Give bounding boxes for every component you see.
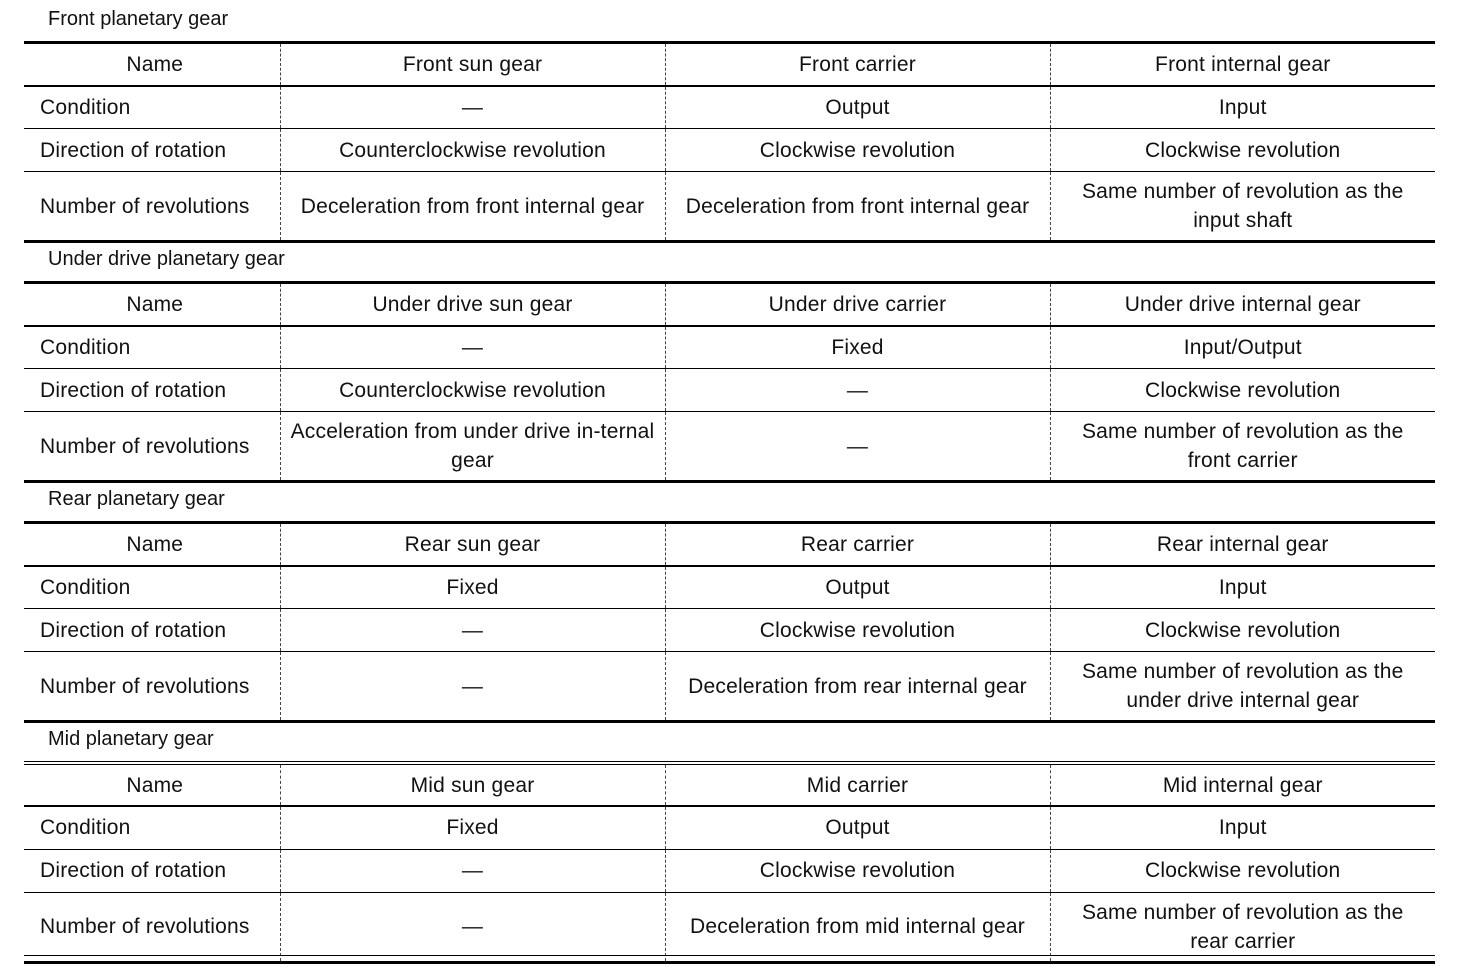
cell-carrier: Clockwise revolution [665, 129, 1050, 172]
row-label-name: Name [24, 283, 280, 326]
table-row-name [24, 763, 1435, 806]
table-row-number [24, 892, 1435, 962]
gear-table [24, 281, 1435, 483]
row-label-direction: Direction of rotation [24, 609, 280, 652]
cell-carrier: Deceleration from front internal gear [665, 172, 1050, 242]
cell-sun-gear: — [280, 849, 665, 892]
section-title: Mid planetary gear [48, 728, 214, 750]
cell-sun-gear: Under drive sun gear [280, 283, 665, 326]
cell-carrier: Fixed [665, 326, 1050, 369]
row-label-direction: Direction of rotation [24, 369, 280, 412]
row-label-condition: Condition [24, 326, 280, 369]
cell-carrier: Output [665, 806, 1050, 849]
table-row-direction [24, 369, 1435, 412]
cell-sun-gear: — [280, 609, 665, 652]
cell-carrier: Clockwise revolution [665, 849, 1050, 892]
table-row-condition [24, 566, 1435, 609]
table-row-number [24, 172, 1435, 242]
cell-sun-gear: Mid sun gear [280, 763, 665, 806]
cell-internal-gear: Clockwise revolution [1050, 609, 1435, 652]
cell-internal-gear: Clockwise revolution [1050, 129, 1435, 172]
cell-internal-gear: Same number of revolution as the input shaft [1050, 172, 1435, 242]
cell-internal-gear: Same number of revolution as the rear carrier [1050, 892, 1435, 962]
cell-internal-gear: Input/Output [1050, 326, 1435, 369]
cell-sun-gear: Rear sun gear [280, 523, 665, 566]
row-label-number: Number of revolutions [40, 915, 250, 938]
gear-table [24, 521, 1435, 723]
cell-carrier: Clockwise revolution [665, 609, 1050, 652]
cell-internal-gear: Input [1050, 86, 1435, 129]
cell-internal-gear: Under drive internal gear [1050, 283, 1435, 326]
row-label-name: Name [24, 43, 280, 86]
cell-carrier: Deceleration from mid internal gear [665, 892, 1050, 962]
cell-sun-gear: — [280, 892, 665, 962]
cell-sun-gear: Counterclockwise revolution [280, 129, 665, 172]
cell-carrier: Deceleration from rear internal gear [665, 652, 1050, 722]
cell-carrier: Rear carrier [665, 523, 1050, 566]
cell-internal-gear: Input [1050, 806, 1435, 849]
cell-sun-gear: — [280, 326, 665, 369]
cell-carrier: — [665, 369, 1050, 412]
cell-sun-gear: Acceleration from under drive in-ternal gear [280, 412, 665, 482]
row-label-name: Name [24, 763, 280, 806]
section-title: Rear planetary gear [48, 488, 225, 510]
row-label-number: Number of revolutions [40, 674, 250, 698]
cell-internal-gear: Same number of revolution as the front carrier [1050, 412, 1435, 482]
cell-internal-gear: Mid internal gear [1050, 763, 1435, 806]
cell-carrier: Output [665, 86, 1050, 129]
table-row-direction [24, 129, 1435, 172]
table-row-condition [24, 326, 1435, 369]
cell-internal-gear: Clockwise revolution [1050, 849, 1435, 892]
table-row-name [24, 523, 1435, 566]
cell-carrier: Mid carrier [665, 763, 1050, 806]
section-title: Under drive planetary gear [48, 248, 285, 270]
row-label-condition: Condition [24, 86, 280, 129]
cell-sun-gear: Deceleration from front internal gear [280, 172, 665, 242]
gear-table [24, 761, 1435, 964]
cell-internal-gear: Rear internal gear [1050, 523, 1435, 566]
row-label-condition: Condition [24, 566, 280, 609]
cell-internal-gear: Same number of revolution as the under drive internal gear [1050, 652, 1435, 722]
cell-carrier: — [665, 412, 1050, 482]
cell-carrier: Front carrier [665, 43, 1050, 86]
table-row-name [24, 283, 1435, 326]
gear-table [24, 41, 1435, 243]
cell-sun-gear: Fixed [280, 806, 665, 849]
cell-internal-gear: Front internal gear [1050, 43, 1435, 86]
table-row-name [24, 43, 1435, 86]
table-row-condition [24, 86, 1435, 129]
cell-sun-gear: Counterclockwise revolution [280, 369, 665, 412]
row-label-name: Name [24, 523, 280, 566]
cell-sun-gear: Fixed [280, 566, 665, 609]
row-label-number: Number of revolutions [40, 194, 250, 218]
cell-internal-gear: Clockwise revolution [1050, 369, 1435, 412]
cell-sun-gear: — [280, 86, 665, 129]
bottom-rule [24, 955, 1435, 956]
cell-carrier: Output [665, 566, 1050, 609]
cell-internal-gear: Input [1050, 566, 1435, 609]
cell-carrier: Under drive carrier [665, 283, 1050, 326]
table-row-number [24, 652, 1435, 722]
cell-sun-gear: — [280, 652, 665, 722]
row-label-condition: Condition [24, 806, 280, 849]
row-label-direction: Direction of rotation [24, 129, 280, 172]
cell-sun-gear: Front sun gear [280, 43, 665, 86]
table-row-direction [24, 609, 1435, 652]
section-title: Front planetary gear [48, 8, 229, 30]
row-label-number: Number of revolutions [40, 434, 250, 458]
table-row-direction [24, 849, 1435, 892]
table-row-condition [24, 806, 1435, 849]
row-label-direction: Direction of rotation [24, 849, 280, 892]
table-row-number [24, 412, 1435, 482]
